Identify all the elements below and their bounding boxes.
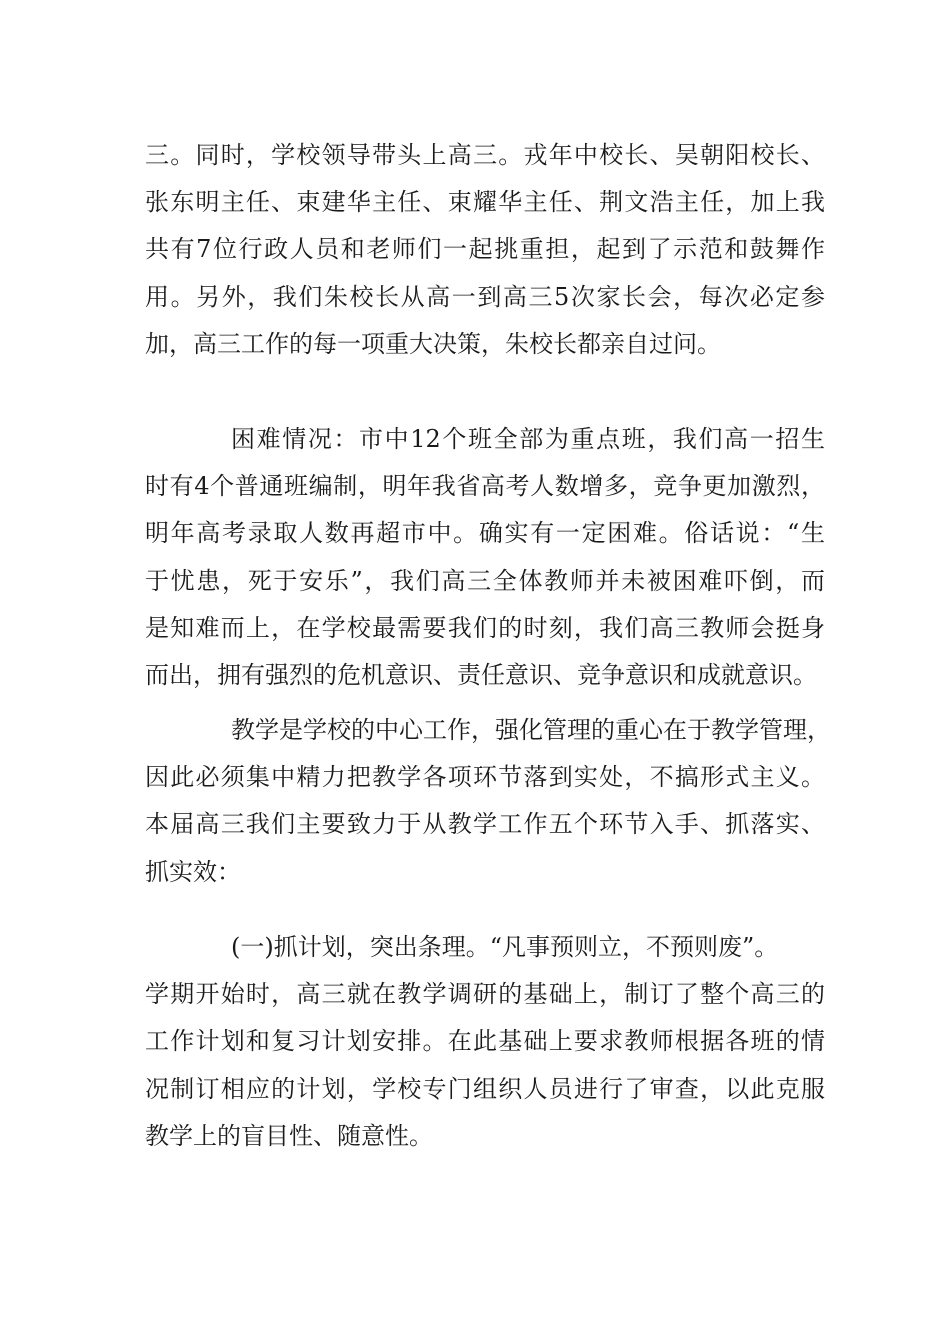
paragraph-difficulties [145,427,825,710]
text-line: 三。同时，学校领导带头上高三。戎年中校长、吴朝阳校长、 [145,141,825,169]
text-line: 况制订相应的计划，学校专门组织人员进行了审查，以此克服 [145,1074,825,1103]
text-line: 教学上的盲目性、随意性。 [145,1121,433,1150]
text-line: 张东明主任、束建华主任、束耀华主任、荆文浩主任，加上我 [145,188,825,217]
paragraph-leadership [145,143,825,379]
paragraph-teaching-management [145,716,831,907]
text-line: 教学是学校的中心工作，强化管理的重心在于教学管理， [231,716,831,744]
paragraph-planning [145,935,825,1171]
text-line: 本届高三我们主要致力于从教学工作五个环节入手、抓落实、 [145,810,825,839]
text-line: 学期开始时，高三就在教学调研的基础上，制订了整个高三的 [145,980,825,1009]
text-line: 共有7位行政人员和老师们一起挑重担，起到了示范和鼓舞作 [145,235,825,264]
text-line: (一)抓计划，突出条理。“凡事预则立，不预则废”。 [231,933,779,961]
text-line: 是知难而上，在学校最需要我们的时刻，我们高三教师会挺身 [145,613,825,642]
text-line: 于忧患，死于安乐”，我们高三全体教师并未被困难吓倒，而 [145,566,825,595]
text-line: 抓实效： [145,857,241,886]
text-line: 而出，拥有强烈的危机意识、责任意识、竞争意识和成就意识。 [145,660,817,689]
text-line: 因此必须集中精力把教学各项环节落到实处，不搞形式主义。 [145,763,825,792]
text-line: 工作计划和复习计划安排。在此基础上要求教师根据各班的情 [145,1027,825,1056]
text-line: 时有4个普通班编制，明年我省高考人数增多，竞争更加激烈， [145,472,825,501]
text-line: 困难情况：市中12个班全部为重点班，我们高一招生 [231,425,825,453]
text-line: 明年高考录取人数再超市中。确实有一定困难。俗话说：“生 [145,519,825,548]
text-line: 用。另外，我们朱校长从高一到高三5次家长会，每次必定参 [145,282,825,311]
text-line: 加，高三工作的每一项重大决策，朱校长都亲自过问。 [145,329,721,358]
